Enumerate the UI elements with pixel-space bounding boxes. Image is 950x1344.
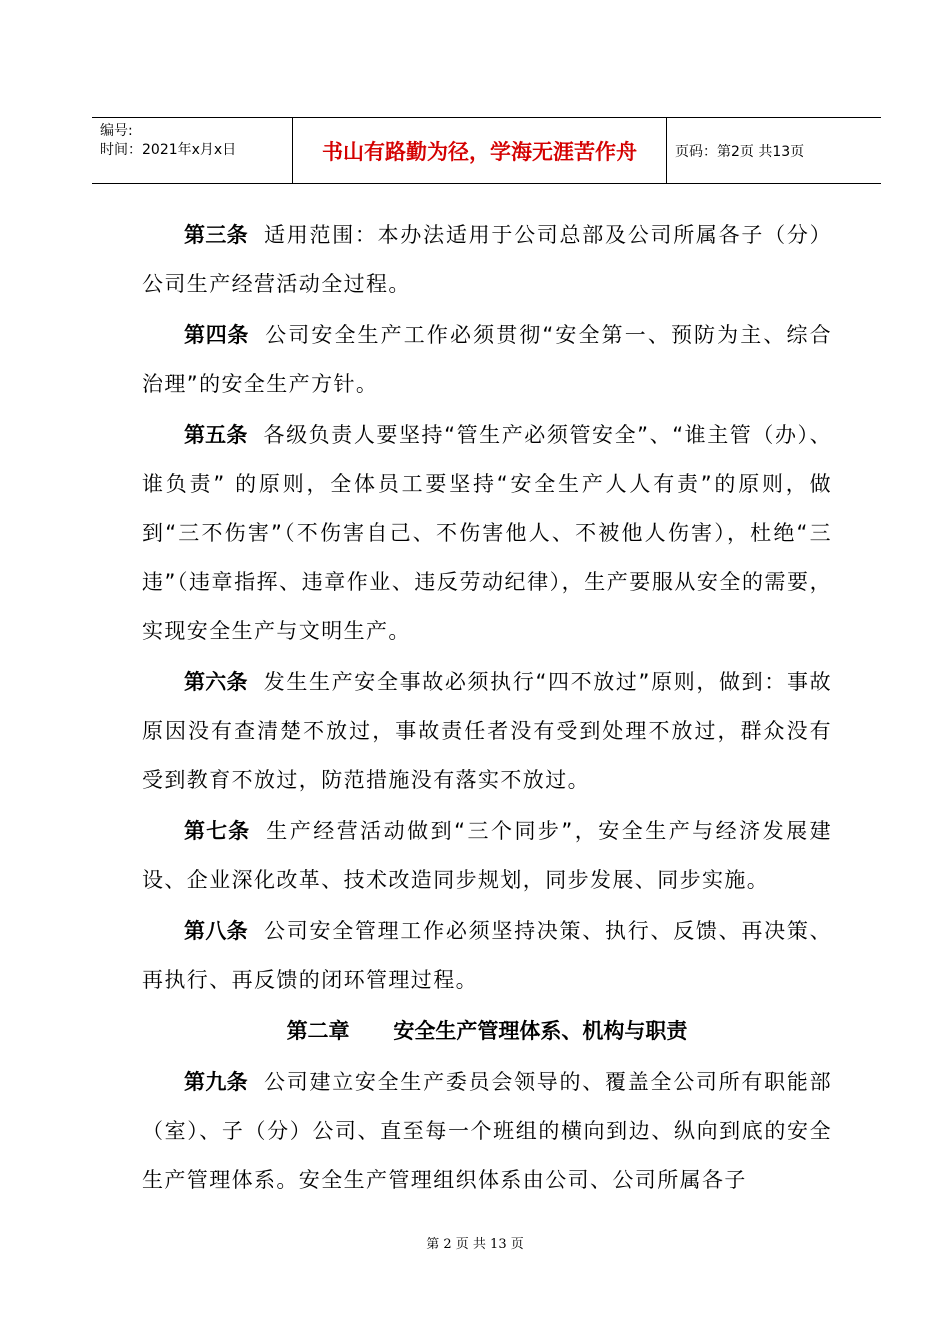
article-paragraph — [142, 211, 832, 309]
article-paragraph — [142, 411, 832, 656]
document-header — [92, 117, 881, 184]
time-label: 时间：2021年x月x日 — [100, 142, 237, 158]
article-label: 第六条 — [184, 670, 248, 694]
article-paragraph — [142, 658, 832, 805]
article-text: 各级负责人要坚持“管生产必须管安全”、“谁主管（办）、谁负责” 的原则，全体员工要坚持“安全生产人人有责”的原则，做到“三不伤害”（不伤害自己、不伤害他人、不被他人伤害），杜绝“三违”（违章指挥、违章作业、违反劳动纪律），生产要服从安全的需要，实现安全生产与文明生产。 — [142, 423, 833, 643]
header-motto: 书山有路勤为径，学海无涯苦作舟 — [322, 139, 637, 164]
document-body — [142, 211, 832, 1207]
article-label: 第八条 — [184, 919, 248, 943]
article-label: 第五条 — [184, 423, 248, 447]
article-text: 生产经营活动做到“三个同步”，安全生产与经济发展建设、企业深化改革、技术改造同步规划，同步发展、同步实施。 — [142, 819, 832, 892]
article-text: 适用范围：本办法适用于公司总部及公司所属各子（分）公司生产经营活动全过程。 — [142, 223, 832, 296]
article-paragraph — [142, 1058, 832, 1205]
article-paragraph — [142, 807, 832, 905]
article-label: 第三条 — [184, 223, 248, 247]
article-text: 发生生产安全事故必须执行“四不放过”原则，做到：事故原因没有查清楚不放过，事故责任者没有受到处理不放过，群众没有受到教育不放过，防范措施没有落实不放过。 — [142, 670, 832, 792]
header-divider-left — [292, 118, 293, 183]
article-label: 第九条 — [184, 1070, 248, 1094]
article-text: 公司安全生产工作必须贯彻“安全第一、预防为主、综合治理”的安全生产方针。 — [142, 323, 832, 396]
header-divider-right — [666, 118, 667, 183]
page-footer: 第 2 页 共 13 页 — [426, 1237, 524, 1252]
article-text: 公司安全管理工作必须坚持决策、执行、反馈、再决策、再执行、再反馈的闭环管理过程。 — [142, 919, 832, 992]
header-page-info: 页码：第2页 共13页 — [675, 143, 805, 160]
article-paragraph — [142, 907, 832, 1005]
header-meta — [100, 122, 236, 160]
article-paragraph — [142, 311, 832, 409]
article-label: 第七条 — [184, 819, 251, 843]
serial-label: 编号: — [100, 123, 133, 139]
article-text: 公司建立安全生产委员会领导的、覆盖全公司所有职能部（室）、子（分）公司、直至每一个班组的横向到边、纵向到底的安全生产管理体系。安全生产管理组织体系由公司、公司所属各子 — [142, 1070, 832, 1192]
article-label: 第四条 — [184, 323, 250, 347]
chapter-heading: 第二章 安全生产管理体系、机构与职责 — [286, 1019, 688, 1043]
